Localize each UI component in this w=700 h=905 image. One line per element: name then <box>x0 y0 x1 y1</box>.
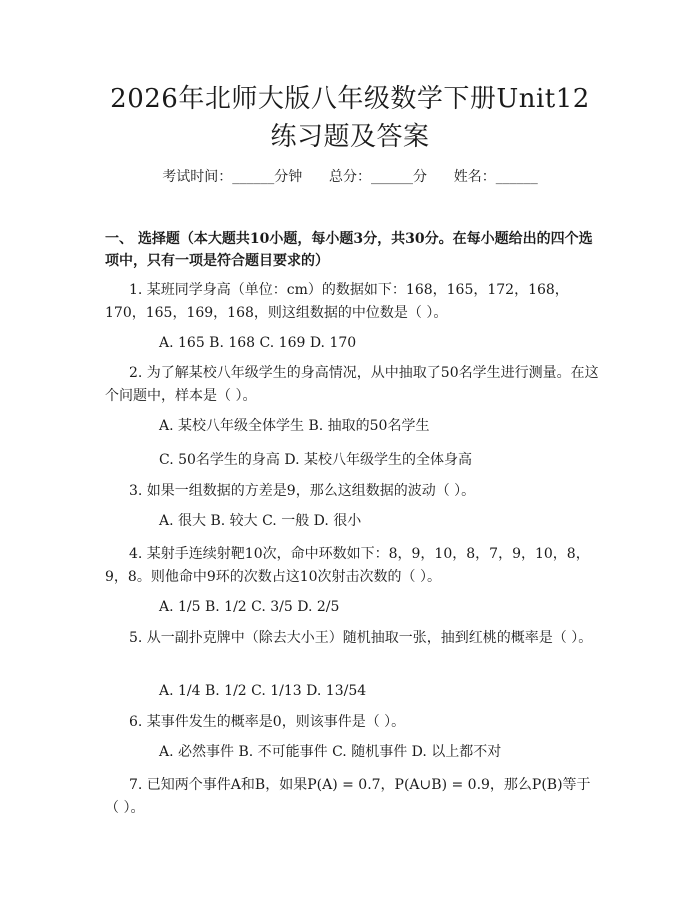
question-1: 1. 某班同学身高（单位：cm）的数据如下：168，165，172，168，170，165，169，168，则这组数据的中位数是（ ）。 <box>105 282 569 321</box>
question-6: 6. 某事件发生的概率是0，则该事件是（ ）。 <box>129 714 406 730</box>
exam-info-line: 考试时间：______分钟 总分：______分 姓名：______ <box>162 169 538 185</box>
question-2-options-line-2: C. 50名学生的身高 D. 某校八年级学生的全体身高 <box>159 452 473 468</box>
question-6-options: A. 必然事件 B. 不可能事件 C. 随机事件 D. 以上都不对 <box>159 744 502 760</box>
question-4-options: A. 1/5 B. 1/2 C. 3/5 D. 2/5 <box>159 599 340 615</box>
question-5-options: A. 1/4 B. 1/2 C. 1/13 D. 13/54 <box>159 683 367 699</box>
section-heading: 一、 选择题（本大题共10小题，每小题3分，共30分。在每小题给出的四个选项中，只有一项是符合题目要求的） <box>105 231 593 269</box>
question-2-options-line-1: A. 某校八年级全体学生 B. 抽取的50名学生 <box>159 418 430 434</box>
document-title: 2026年北师大版八年级数学下册Unit12练习题及答案 <box>110 84 590 152</box>
question-7: 7. 已知两个事件A和B，如果P(A) = 0.7，P(A∪B) = 0.9，那么P(B)等于（ ）。 <box>105 777 591 816</box>
question-2: 2. 为了解某校八年级学生的身高情况，从中抽取了50名学生进行测量。在这个问题中，样本是（ ）。 <box>105 365 599 404</box>
question-4: 4. 某射手连续射靶10次，命中环数如下：8，9，10，8，7，9，10，8，9，8。则他命中9环的次数占这10次射击次数的（ ）。 <box>105 546 590 585</box>
question-3-options: A. 很大 B. 较大 C. 一般 D. 很小 <box>159 513 362 529</box>
question-1-options: A. 165 B. 168 C. 169 D. 170 <box>159 335 357 351</box>
question-3: 3. 如果一组数据的方差是9，那么这组数据的波动（ ）。 <box>129 483 476 499</box>
question-5: 5. 从一副扑克牌中（除去大小王）随机抽取一张，抽到红桃的概率是（ ）。 <box>129 630 593 646</box>
